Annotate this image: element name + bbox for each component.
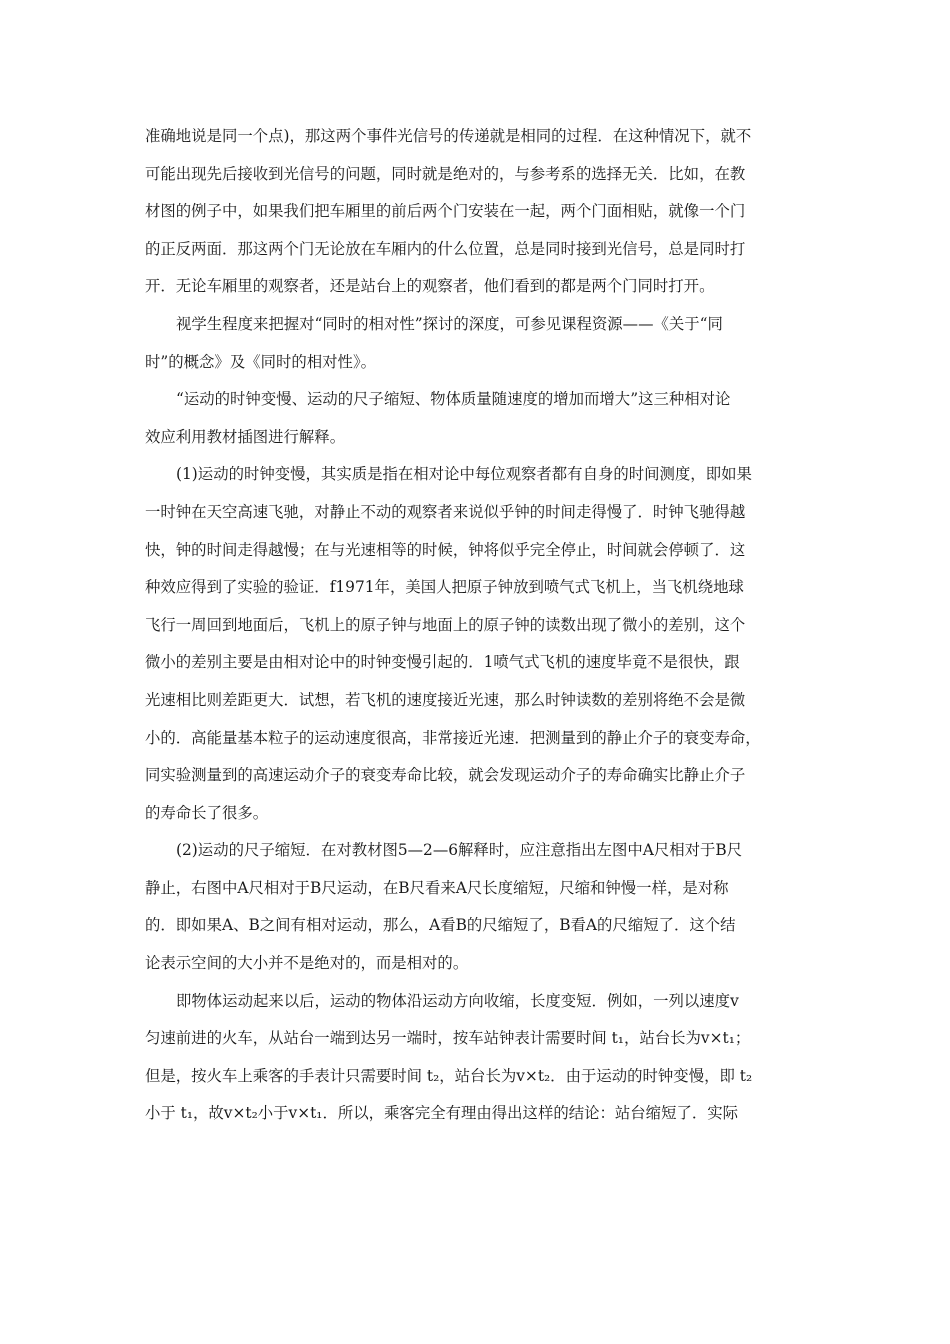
text-line: 时”的概念》及《同时的相对性》。	[145, 352, 377, 371]
text-line: 可能出现先后接收到光信号的问题，同时就是绝对的，与参考系的选择无关．比如，在教	[145, 164, 746, 183]
text-line: 微小的差别主要是由相对论中的时钟变慢引起的．1喷气式飞机的速度毕竟不是很快，跟	[145, 653, 740, 672]
text-line: 匀速前进的火车，从站台一端到达另一端时，按车站钟表计需要时间 t₁，站台长为v×t₁；	[145, 1029, 751, 1048]
text-line: 开．无论车厢里的观察者，还是站台上的观察者，他们看到的都是两个门同时打开。	[145, 277, 715, 296]
text-line: 快，钟的时间走得越慢；在与光速相等的时候，钟将似乎完全停止，时间就会停顿了．这	[145, 540, 746, 559]
paragraph-time-dilation	[145, 456, 805, 832]
text-line: 准确地说是同一个点)，那这两个事件光信号的传递就是相同的过程．在这种情况下，就不	[145, 127, 752, 145]
text-line: 飞行一周回到地面后，飞机上的原子钟与地面上的原子钟的读数出现了微小的差别，这个	[145, 615, 746, 634]
paragraph-teaching-depth	[145, 306, 805, 381]
text-line: 小的．高能量基本粒子的运动速度很高，非常接近光速．把测量到的静止介子的衰变寿命，	[145, 728, 761, 747]
text-line: 小于 t₁，故v×t₂小于v×t₁．所以，乘客完全有理由得出这样的结论：站台缩短了．实际	[145, 1104, 739, 1123]
paragraph-length-contraction	[145, 832, 805, 982]
text-line: 种效应得到了实验的验证．f1971年，美国人把原子钟放到喷气式飞机上，当飞机绕地球	[145, 578, 744, 597]
text-line: “运动的时钟变慢、运动的尺子缩短、物体质量随速度的增加而增大”这三种相对论	[176, 390, 731, 409]
text-line: (2)运动的尺子缩短．在对教材图5—2—6解释时，应注意指出左图中A尺相对于B尺	[176, 841, 743, 860]
paragraph-train-example	[145, 983, 805, 1133]
text-line: 的．即如果A、B之间有相对运动，那么，A看B的尺缩短了，B看A的尺缩短了．这个结	[145, 916, 736, 935]
text-line: 视学生程度来把握对“同时的相对性”探讨的深度，可参见课程资源——《关于“同	[176, 314, 723, 333]
text-line: 的寿命长了很多。	[145, 803, 269, 822]
text-line: 同实验测量到的高速运动介子的衰变寿命比较，就会发现运动介子的寿命确实比静止介子	[145, 766, 746, 785]
text-line: 材图的例子中，如果我们把车厢里的前后两个门安装在一起，两个门面相贴，就像一个门	[145, 202, 746, 221]
text-line: 效应利用教材插图进行解释。	[145, 427, 346, 446]
text-line: 的正反两面．那这两个门无论放在车厢内的什么位置，总是同时接到光信号，总是同时打	[145, 239, 746, 258]
body-text	[145, 118, 805, 1133]
text-line: 光速相比则差距更大．试想，若飞机的速度接近光速，那么时钟读数的差别将绝不会是微	[145, 690, 746, 709]
text-line: (1)运动的时钟变慢，其实质是指在相对论中每位观察者都有自身的时间测度，即如果	[176, 465, 752, 484]
text-line: 但是，按火车上乘客的手表计只需要时间 t₂，站台长为v×t₂．由于运动的时钟变慢，即 t₂	[145, 1066, 753, 1085]
paragraph-simultaneity-conclusion	[145, 118, 805, 306]
paragraph-three-effects	[145, 381, 805, 456]
text-line: 一时钟在天空高速飞驰，对静止不动的观察者来说似乎钟的时间走得慢了．时钟飞驰得越	[145, 502, 746, 521]
text-line: 即物体运动起来以后，运动的物体沿运动方向收缩，长度变短．例如，一列以速度v	[176, 991, 739, 1010]
text-line: 论表示空间的大小并不是绝对的，而是相对的。	[145, 954, 469, 973]
text-line: 静止，右图中A尺相对于B尺运动，在B尺看来A尺长度缩短，尺缩和钟慢一样，是对称	[145, 878, 729, 897]
